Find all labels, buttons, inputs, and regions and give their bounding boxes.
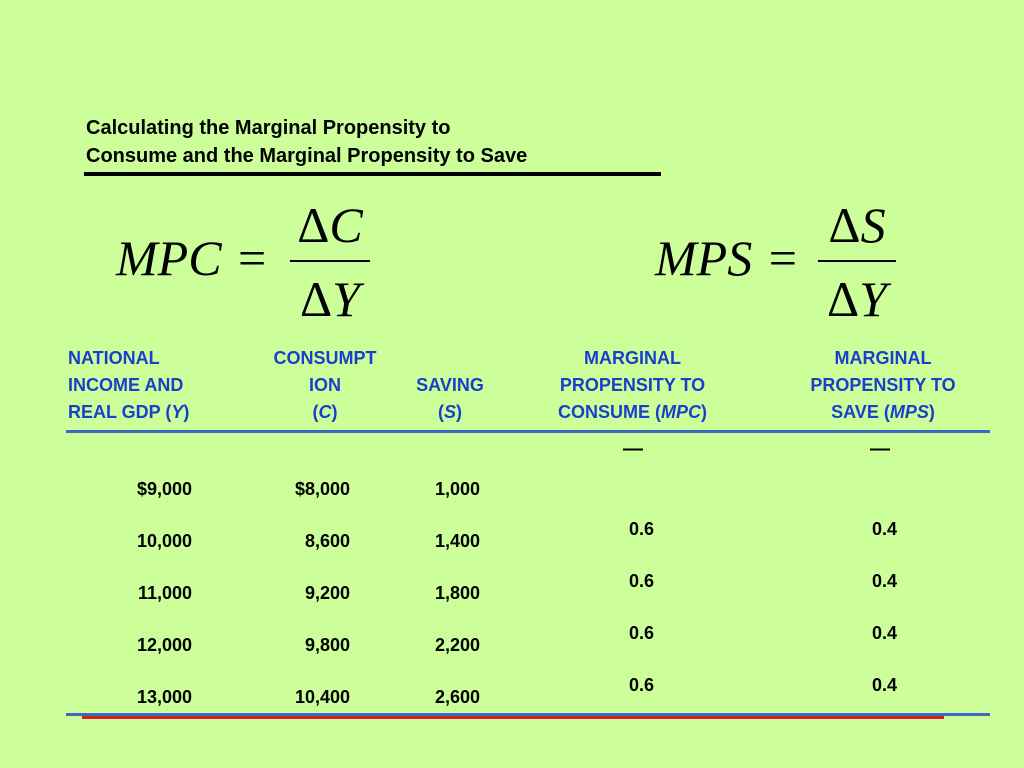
mpc-numerator-var: C xyxy=(329,197,363,253)
saving-cell: 2,600 xyxy=(434,687,480,707)
consumption-cell: $8,000 xyxy=(294,479,350,499)
header-var: C xyxy=(318,402,332,422)
header-saving-line1: SAVING xyxy=(416,375,484,395)
header-income-line3 xyxy=(68,399,238,426)
delta-symbol: Δ xyxy=(297,197,330,253)
title-line-2: Consume and the Marginal Propensity to Save xyxy=(86,145,528,167)
mps-denominator xyxy=(818,271,896,327)
header-rule xyxy=(66,430,990,433)
mpc-formula-lhs xyxy=(116,230,267,286)
title-line-1: Calculating the Marginal Propensity to xyxy=(86,117,451,139)
mps-fraction-bar xyxy=(818,260,896,262)
mps-cell: 0.4 xyxy=(871,623,897,643)
mps-formula-lhs xyxy=(655,230,797,286)
header-consumption xyxy=(250,345,400,426)
mpc-cell: 0.6 xyxy=(628,519,654,539)
income-cell: 12,000 xyxy=(136,635,192,655)
mps-dash: — xyxy=(870,438,890,460)
mpc-denominator xyxy=(290,271,370,327)
header-mpc-line2: PROPENSITY TO xyxy=(559,375,706,395)
mps-cell: 0.4 xyxy=(871,675,897,695)
title-underline xyxy=(84,172,661,176)
mpc-equals: = xyxy=(238,230,267,286)
header-text: REAL GDP ( xyxy=(68,402,172,422)
header-mps-line1: MARGINAL xyxy=(834,348,932,368)
mps-denominator-var: Y xyxy=(859,271,887,327)
income-cell: 11,000 xyxy=(137,583,192,603)
mps-numerator-var: S xyxy=(860,197,886,253)
saving-cell: 1,400 xyxy=(434,531,480,551)
header-mps-line3 xyxy=(778,399,988,426)
mpc-symbol: MPC xyxy=(116,230,222,286)
header-saving-line2 xyxy=(395,399,505,426)
slide-title xyxy=(86,114,527,170)
mps-symbol: MPS xyxy=(655,230,753,286)
mps-cell: 0.4 xyxy=(871,519,897,539)
header-text: SAVE ( xyxy=(831,402,890,422)
header-text: CONSUME ( xyxy=(558,402,661,422)
header-mps-line2: PROPENSITY TO xyxy=(810,375,956,395)
header-text: ) xyxy=(456,402,462,422)
header-consumption-line2: ION xyxy=(308,375,341,395)
header-mpc-line1: MARGINAL xyxy=(584,348,681,368)
header-var: Y xyxy=(171,402,184,422)
mps-cell: 0.4 xyxy=(871,571,897,591)
delta-symbol: Δ xyxy=(300,271,333,327)
header-income xyxy=(68,345,238,426)
header-mpc xyxy=(520,345,745,426)
consumption-cell: 9,200 xyxy=(304,583,350,603)
accent-rule xyxy=(82,716,944,719)
header-text: ) xyxy=(183,402,190,422)
saving-cell: 2,200 xyxy=(434,635,480,655)
header-text: ) xyxy=(928,402,935,422)
mps-numerator xyxy=(818,197,896,253)
delta-symbol: Δ xyxy=(828,197,861,253)
income-cell: 13,000 xyxy=(136,687,192,707)
mpc-cell: 0.6 xyxy=(628,623,654,643)
header-var: S xyxy=(443,402,456,422)
saving-cell: 1,800 xyxy=(434,583,480,603)
header-mpc-line3 xyxy=(520,399,745,426)
header-text: ) xyxy=(701,402,707,422)
header-mps xyxy=(778,345,988,426)
consumption-cell: 8,600 xyxy=(304,531,350,551)
mpc-fraction xyxy=(290,197,370,327)
mps-equals: = xyxy=(768,230,797,286)
consumption-cell: 9,800 xyxy=(304,635,350,655)
delta-symbol: Δ xyxy=(827,271,860,327)
mps-fraction xyxy=(818,197,896,327)
saving-cell: 1,000 xyxy=(434,479,480,499)
header-var: MPS xyxy=(889,402,929,422)
header-text: ( xyxy=(312,402,319,422)
consumption-cell: 10,400 xyxy=(294,687,350,707)
income-cell: 10,000 xyxy=(136,531,192,551)
mpc-numerator xyxy=(290,197,370,253)
header-var: MPC xyxy=(661,402,701,422)
header-income-line1: NATIONAL xyxy=(68,348,160,368)
income-cell: $9,000 xyxy=(136,479,192,499)
mpc-dash: — xyxy=(623,438,643,460)
header-income-line2: INCOME AND xyxy=(68,375,184,395)
mpc-cell: 0.6 xyxy=(628,675,654,695)
mpc-denominator-var: Y xyxy=(332,271,360,327)
header-text: ) xyxy=(331,402,338,422)
header-text: ( xyxy=(437,402,444,422)
mpc-cell: 0.6 xyxy=(628,571,654,591)
mpc-fraction-bar xyxy=(290,260,370,262)
header-consumption-line3 xyxy=(250,399,400,426)
header-consumption-line1: CONSUMPT xyxy=(273,348,377,368)
header-saving xyxy=(395,372,505,426)
